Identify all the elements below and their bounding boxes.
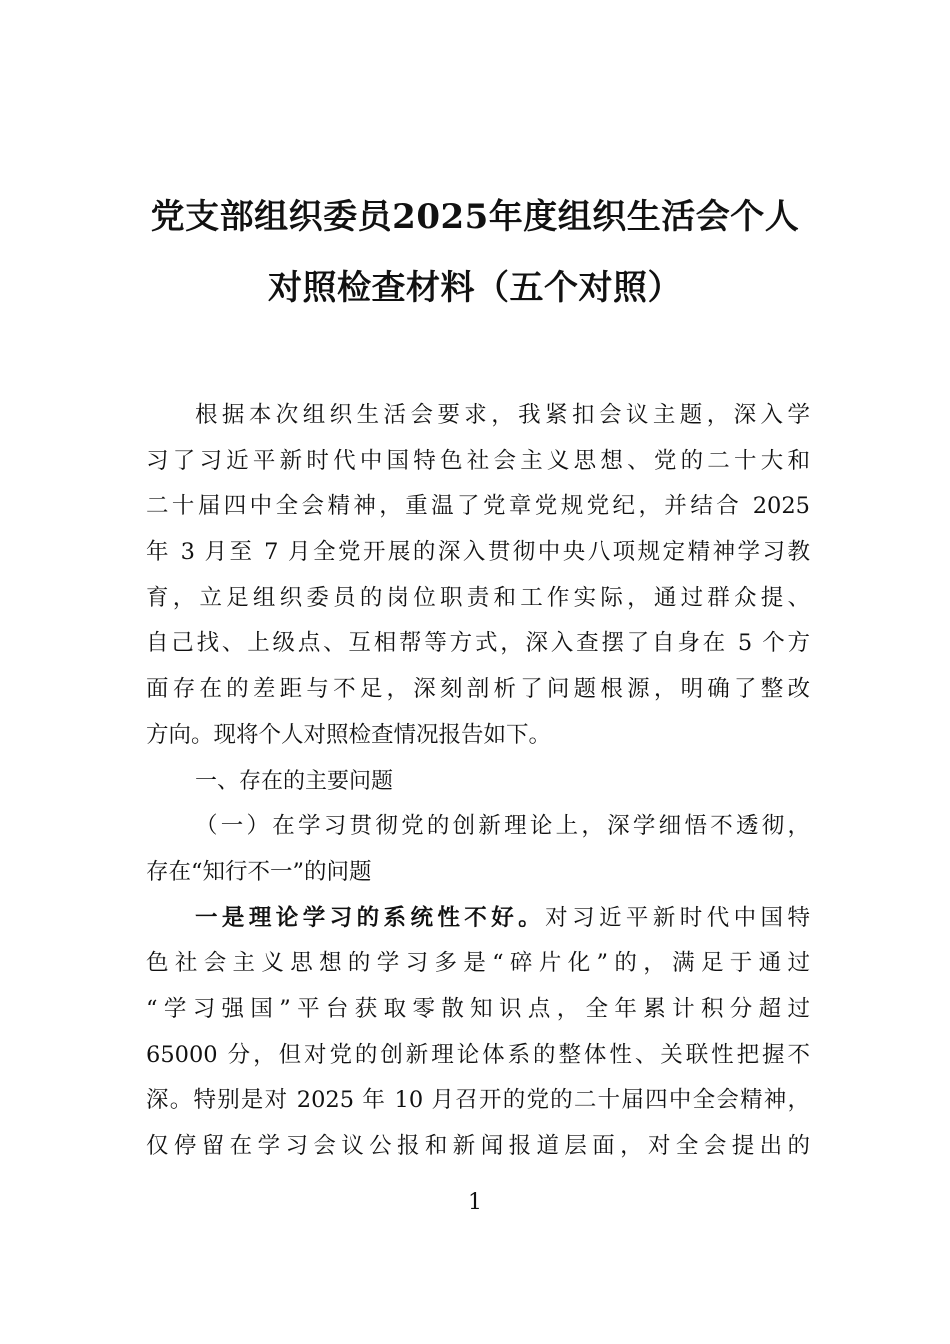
paragraph-1-line: 方向。现将个人对照检查情况报告如下。 bbox=[146, 721, 552, 748]
paragraph-1-line: 面存在的差距与不足，深刻剖析了问题根源，明确了整改 bbox=[146, 676, 810, 703]
paragraph-1-line: 年 3 月至 7 月全党开展的深入贯彻中央八项规定精神学习教 bbox=[146, 539, 810, 566]
point-1-line: 仅停留在学习会议公报和新闻报道层面，对全会提出的 bbox=[146, 1133, 810, 1159]
document-body bbox=[146, 393, 810, 1170]
page-number: 1 bbox=[468, 1190, 482, 1215]
paragraph-1-line: 根据本次组织生活会要求，我紧扣会议主题，深入学 bbox=[195, 402, 810, 428]
paragraph-1-line: 育，立足组织委员的岗位职责和工作实际，通过群众提、 bbox=[146, 584, 810, 611]
point-1-lead: 一是理论学习的系统性不好。 bbox=[195, 904, 546, 931]
point-1-first-rest: 对习近平新时代中国特 bbox=[545, 904, 810, 931]
subsection-heading-line: （一）在学习贯彻党的创新理论上，深学细悟不透彻， bbox=[195, 813, 810, 840]
point-1-line: “学习强国”平台获取零散知识点，全年累计积分超过 bbox=[146, 995, 810, 1022]
paragraph-1-line: 习了习近平新时代中国特色社会主义思想、党的二十大和 bbox=[146, 447, 810, 474]
point-1-line: 色社会主义思想的学习多是“碎片化”的，满足于通过 bbox=[146, 950, 810, 977]
point-1-line: 65000 分，但对党的创新理论体系的整体性、关联性把握不 bbox=[146, 1041, 810, 1068]
document-title-line-1: 党支部组织委员2025年度组织生活会个人 bbox=[150, 197, 800, 237]
section-heading: 一、存在的主要问题 bbox=[195, 768, 394, 794]
paragraph-1-line: 二十届四中全会精神，重温了党章党规党纪，并结合 2025 bbox=[146, 493, 810, 520]
subsection-heading-line: 存在“知行不一”的问题 bbox=[146, 858, 372, 885]
point-1-first-line bbox=[146, 896, 810, 942]
point-1-line: 深。特别是对 2025 年 10 月召开的党的二十届四中全会精神， bbox=[146, 1087, 810, 1114]
paragraph-1-line: 自己找、上级点、互相帮等方式，深入查摆了自身在 5 个方 bbox=[146, 630, 810, 657]
document-title-line-2: 对照检查材料（五个对照） bbox=[268, 268, 682, 308]
